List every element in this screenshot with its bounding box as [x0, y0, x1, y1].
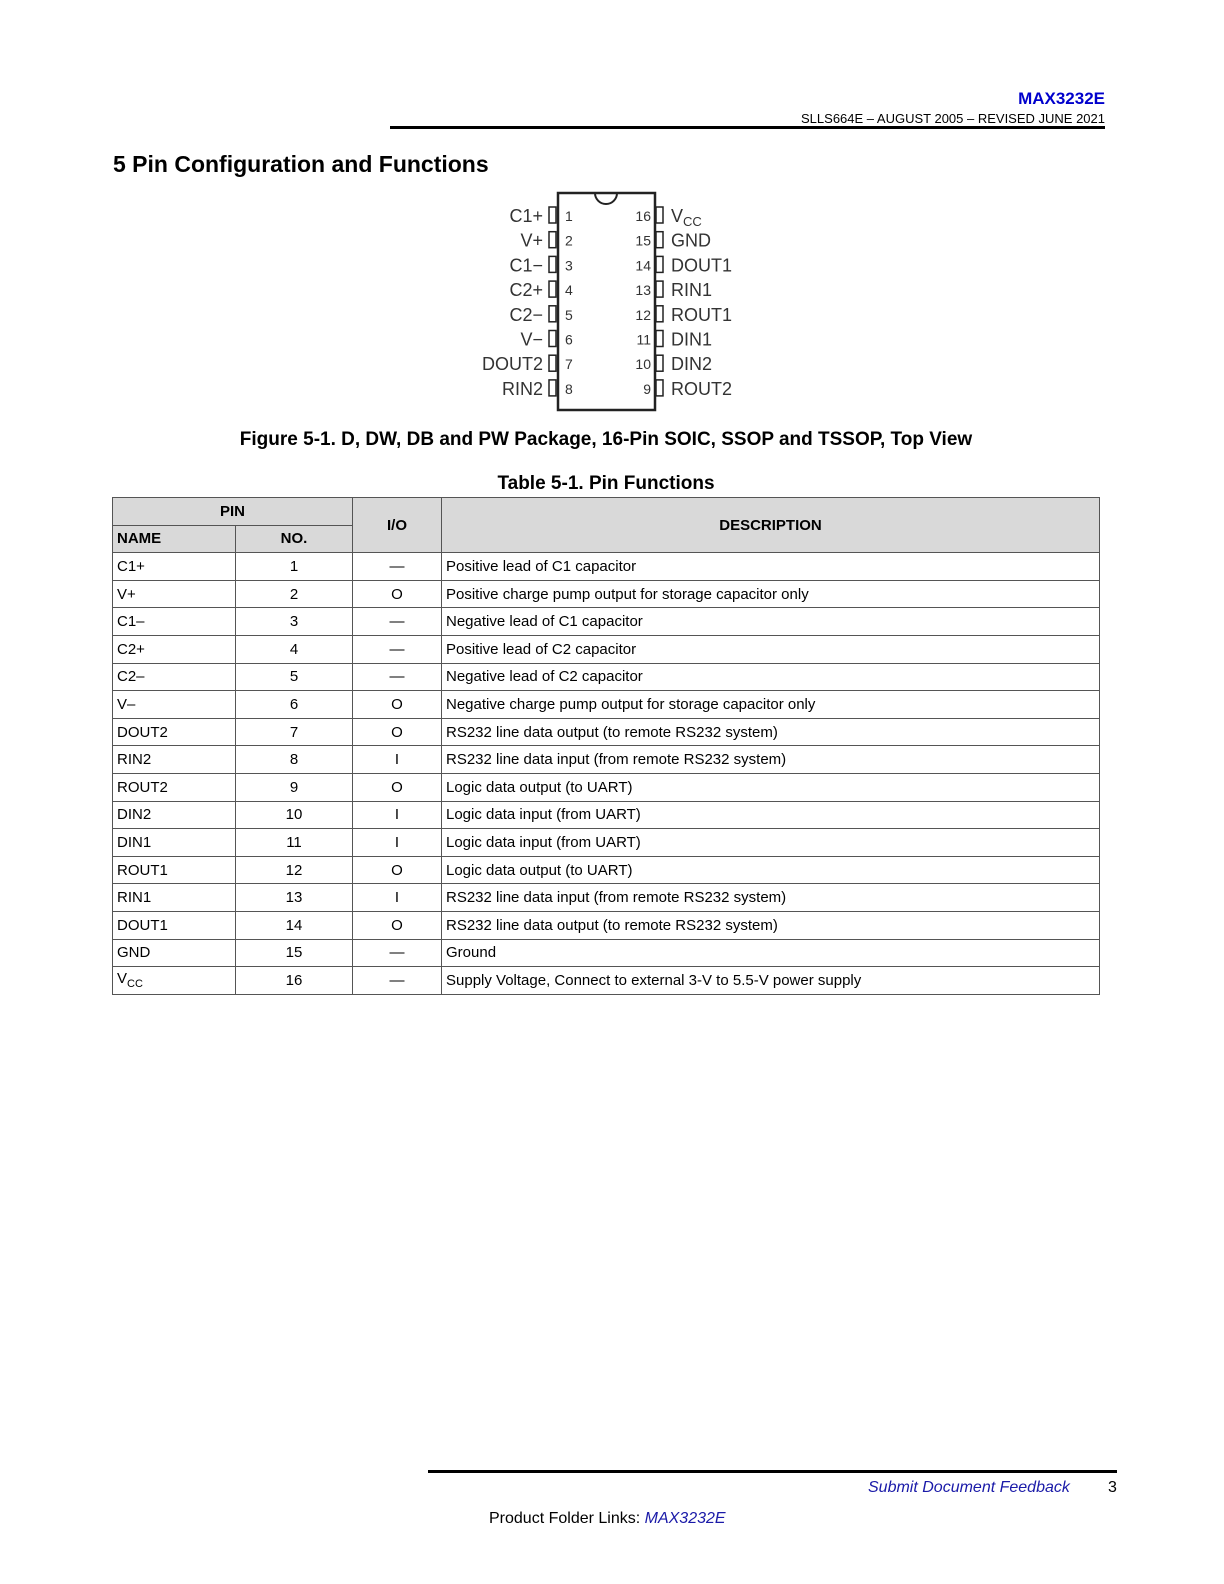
pin-pad	[549, 331, 556, 347]
pin-name-cell: V+	[113, 580, 236, 608]
table-row	[113, 967, 1100, 995]
pin-pad	[549, 232, 556, 248]
header-description: DESCRIPTION	[442, 498, 1100, 553]
pin-pad	[656, 355, 663, 371]
pin-number-cell: 4	[236, 635, 353, 663]
header-part-number: MAX3232E	[1018, 89, 1105, 108]
pin-number-cell: 14	[236, 911, 353, 939]
pin-io-cell: —	[353, 967, 442, 995]
pin-name-label: C1−	[509, 255, 543, 276]
pin-description-cell: Ground	[442, 939, 1100, 967]
pin-name-label: DIN1	[671, 329, 713, 350]
pin-description-cell: Logic data input (from UART)	[442, 801, 1100, 829]
section-title: 5 Pin Configuration and Functions	[113, 151, 489, 177]
pin-description-cell: RS232 line data output (to remote RS232 system)	[442, 718, 1100, 746]
pin-name-label: ROUT1	[671, 304, 733, 325]
pin-number-label: 2	[565, 232, 573, 249]
pin-number-label: 15	[635, 232, 651, 249]
pin-name-label: RIN2	[501, 378, 543, 399]
submit-feedback-link[interactable]: Submit Document Feedback	[868, 1479, 1070, 1496]
footer-rule	[428, 1470, 1117, 1473]
pin-pad	[656, 331, 663, 347]
table-row	[113, 580, 1100, 608]
pin-io-cell: O	[353, 691, 442, 719]
pin-pad	[656, 281, 663, 297]
table-row	[113, 663, 1100, 691]
pin-functions-table	[112, 497, 1100, 995]
pin-pad	[656, 306, 663, 322]
table-row	[113, 911, 1100, 939]
pin-number-cell: 2	[236, 580, 353, 608]
pin-description-cell: Negative charge pump output for storage capacitor only	[442, 691, 1100, 719]
pin-description-cell: Logic data output (to UART)	[442, 773, 1100, 801]
table-row	[113, 635, 1100, 663]
pin-number-cell: 3	[236, 608, 353, 636]
pin-number-label: 14	[635, 257, 651, 274]
pin-number-label: 12	[635, 306, 651, 323]
pin-name-cell: DIN2	[113, 801, 236, 829]
pin-io-cell: I	[353, 829, 442, 857]
pin-number-cell: 12	[236, 856, 353, 884]
pin-number-label: 4	[565, 282, 573, 299]
pin-number-cell: 11	[236, 829, 353, 857]
pin-name-label: DIN2	[671, 354, 713, 375]
table-row	[113, 718, 1100, 746]
pin-description-cell: Positive charge pump output for storage capacitor only	[442, 580, 1100, 608]
table-row	[113, 691, 1100, 719]
pin-name-cell: GND	[113, 939, 236, 967]
pin-name-cell: RIN1	[113, 884, 236, 912]
pin-io-cell: —	[353, 608, 442, 636]
table-row	[113, 608, 1100, 636]
header-no: NO.	[236, 525, 353, 553]
pin-pad	[549, 207, 556, 223]
pin-number-cell: 10	[236, 801, 353, 829]
pin-io-cell: O	[353, 773, 442, 801]
pin-name-cell: $V_{CC}$	[113, 967, 236, 995]
pin-description-cell: Supply Voltage, Connect to external 3-V to 5.5-V power supply	[442, 967, 1100, 995]
pin-pad	[656, 207, 663, 223]
table-row	[113, 829, 1100, 857]
pin-pad	[656, 256, 663, 272]
pin-io-cell: I	[353, 746, 442, 774]
pin-number-cell: 9	[236, 773, 353, 801]
pin-name-label: DOUT1	[671, 255, 733, 276]
pin-number-cell: 8	[236, 746, 353, 774]
figure-caption: Figure 5-1. D, DW, DB and PW Package, 16-Pin SOIC, SSOP and TSSOP, Top View	[239, 429, 973, 450]
pin-io-cell: —	[353, 635, 442, 663]
pin-number-label: 10	[635, 356, 651, 373]
pin-pad	[656, 380, 663, 396]
header-rule	[390, 126, 1105, 129]
pin-description-cell: RS232 line data input (from remote RS232 system)	[442, 746, 1100, 774]
pin-pad	[549, 306, 556, 322]
pin-name-cell: ROUT2	[113, 773, 236, 801]
pin-number-cell: 13	[236, 884, 353, 912]
pin-name-label: C2−	[509, 304, 543, 325]
pin-name-label: $V_{CC}$	[671, 206, 702, 229]
pin-io-cell: O	[353, 580, 442, 608]
pin-number-label: 3	[565, 257, 573, 274]
pin-number-cell: 6	[236, 691, 353, 719]
pin-number-label: 7	[565, 356, 573, 373]
pin-io-cell: —	[353, 939, 442, 967]
pin-description-cell: RS232 line data output (to remote RS232 system)	[442, 911, 1100, 939]
pin-number-cell: 5	[236, 663, 353, 691]
pin-description-cell: Positive lead of C2 capacitor	[442, 635, 1100, 663]
pin-number-cell: 16	[236, 967, 353, 995]
pin-number-label: 13	[635, 282, 651, 299]
pin-name-label: V+	[520, 230, 543, 251]
pin-name-cell: C2–	[113, 663, 236, 691]
pin-pad	[549, 380, 556, 396]
pin-io-cell: O	[353, 856, 442, 884]
pin-io-cell: O	[353, 911, 442, 939]
pin-pad	[549, 281, 556, 297]
table-row	[113, 939, 1100, 967]
table-row	[113, 553, 1100, 581]
pin-io-cell: I	[353, 884, 442, 912]
pin-name-label: C2+	[509, 280, 543, 301]
header-name: NAME	[113, 525, 236, 553]
pin-number-label: 1	[565, 208, 573, 224]
table-caption: Table 5-1. Pin Functions	[497, 473, 715, 494]
pin-name-label: C1+	[509, 206, 543, 226]
pin-description-cell: Logic data input (from UART)	[442, 829, 1100, 857]
pin-name-label: ROUT2	[671, 378, 733, 399]
table-row	[113, 884, 1100, 912]
header-io: I/O	[353, 498, 442, 553]
pin-pad	[549, 256, 556, 272]
pin-number-label: 16	[635, 208, 651, 224]
table-row	[113, 773, 1100, 801]
pin-name-cell: DOUT2	[113, 718, 236, 746]
header-pin: PIN	[113, 498, 353, 526]
pin-name-cell: V–	[113, 691, 236, 719]
page-number: 3	[1108, 1479, 1117, 1496]
pin-name-cell: C1+	[113, 553, 236, 581]
pin-name-cell: DIN1	[113, 829, 236, 857]
pin-description-cell: Negative lead of C2 capacitor	[442, 663, 1100, 691]
pin-name-label: V−	[520, 329, 543, 350]
pin-name-cell: C2+	[113, 635, 236, 663]
pin-name-cell: DOUT1	[113, 911, 236, 939]
pin-io-cell: I	[353, 801, 442, 829]
pin-number-label: 5	[565, 306, 573, 323]
pin-description-cell: Negative lead of C1 capacitor	[442, 608, 1100, 636]
pin-pad	[656, 232, 663, 248]
pinout-diagram	[470, 188, 750, 416]
product-link[interactable]: MAX3232E	[644, 1510, 726, 1527]
pin-number-cell: 1	[236, 553, 353, 581]
pin-name-cell: RIN2	[113, 746, 236, 774]
pin-description-cell: Logic data output (to UART)	[442, 856, 1100, 884]
pin-name-cell: C1–	[113, 608, 236, 636]
pin-io-cell: —	[353, 553, 442, 581]
pin-number-cell: 7	[236, 718, 353, 746]
product-links-label: Product Folder Links:	[489, 1510, 645, 1527]
pin-number-label: 9	[643, 380, 651, 397]
pin-name-label: GND	[671, 230, 711, 251]
pin-description-cell: RS232 line data input (from remote RS232 system)	[442, 884, 1100, 912]
pin-name-label: RIN1	[671, 280, 713, 301]
pin-name-cell: ROUT1	[113, 856, 236, 884]
table-row	[113, 746, 1100, 774]
header-doc-number: SLLS664E – AUGUST 2005 – REVISED JUNE 2021	[801, 111, 1105, 126]
pin-number-label: 11	[636, 331, 651, 348]
pin-name-label: DOUT2	[481, 354, 543, 375]
pin-io-cell: O	[353, 718, 442, 746]
ic-package-body	[558, 193, 655, 410]
table-row	[113, 801, 1100, 829]
pin-number-cell: 15	[236, 939, 353, 967]
pin-pad	[549, 355, 556, 371]
pin-number-label: 6	[565, 331, 573, 348]
pin-number-label: 8	[565, 380, 573, 397]
product-folder-links	[489, 1510, 726, 1528]
pin-io-cell: —	[353, 663, 442, 691]
table-row	[113, 856, 1100, 884]
pin-description-cell: Positive lead of C1 capacitor	[442, 553, 1100, 581]
